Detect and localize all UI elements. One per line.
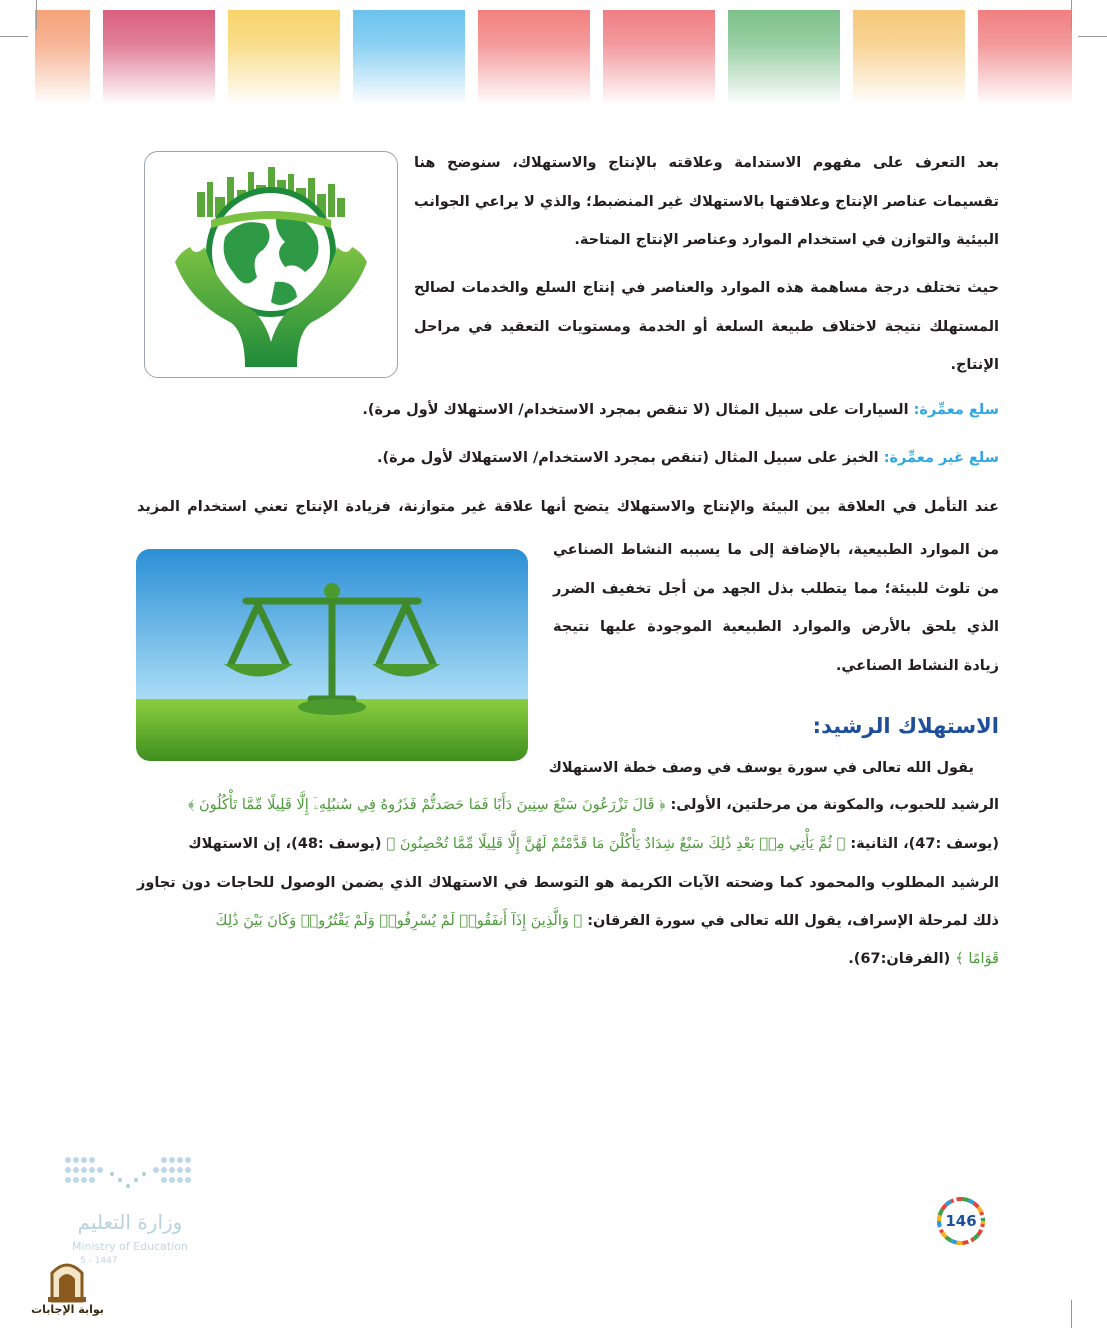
durable-goods-text: السيارات على سبيل المثال (لا تنقص بمجرد الاستخدام/ الاستهلاك لأول مرة).	[362, 402, 914, 418]
color-tab	[478, 10, 590, 105]
rational-line	[188, 836, 999, 852]
rational-text: (الفرقان:67).	[848, 951, 956, 967]
rational-line	[216, 913, 999, 929]
rational-line	[848, 951, 999, 967]
intro-paragraph: بعد التعرف على مفهوم الاستدامة وعلاقته بالإنتاج والاستهلاك، سنوضح هنا تقسيمات عناصر الإنتاج وعلاقتها بالاستهلاك غير المنضبط؛ والذي لا يراعي الجوانب البيئية والتوازن في استخدام الموارد وعناصر الإنتاج المتاحة.	[414, 155, 999, 248]
nondurable-goods-text: الخبز على سبيل المثال (تنقص بمجرد الاستخدام/ الاستهلاك لأول مرة).	[376, 450, 884, 466]
green-scale-image	[136, 549, 528, 761]
crop-mark	[1078, 36, 1107, 37]
rational-line: الرشيد المطلوب والمحمود كما وضحته الآيات الكريمة هو التوسط في الاستهلاك الذي يضمن الوصول للحاجات دون تجاوز	[137, 875, 999, 891]
ministry-dots-icon	[60, 1152, 210, 1202]
brand-name: بوابة الإجابات	[31, 1303, 104, 1316]
page-number-text: 146	[945, 1212, 977, 1230]
nondurable-goods-line	[377, 450, 999, 466]
color-tab	[35, 10, 90, 105]
rational-text: ذلك لمرحلة الإسراف، يقول الله تعالى في سورة الفرقان:	[582, 913, 999, 929]
durable-goods-line	[362, 402, 999, 418]
color-tab	[728, 10, 840, 105]
rational-text: (يوسف :48)، إن الاستهلاك	[188, 836, 387, 852]
ministry-name-en: Ministry of Education	[71, 1240, 188, 1253]
section-heading: الاستهلاك الرشيد:	[812, 714, 999, 738]
durable-goods-label: سلع معمِّرة:	[913, 402, 999, 418]
color-tab	[853, 10, 965, 105]
relation-paragraph: من الموارد الطبيعية، بالإضافة إلى ما يسببه النشاط الصناعي من تلوث للبيئة؛ مما يتطلب بذل الجهد من أجل تخفيف الضرر الذي يلحق بالأرض والموارد الطبيعية الموجودة عليها نتيجة زيادة النشاط الصناعي.	[553, 542, 999, 674]
crop-mark	[1071, 0, 1072, 30]
crop-mark	[1071, 1300, 1072, 1328]
quran-verse: ﴿ قَالَ تَزْرَعُونَ سَبْعَ سِنِينَ دَأَبًا فَمَا حَصَدتُّمْ فَذَرُوهُ فِي سُنبُلِهِۦٓ إِلَّا قَلِيلًا مِّمَّا تَأْكُلُونَ ﴾	[187, 797, 666, 813]
brand-logo	[30, 1255, 105, 1325]
ministry-name-ar: وزارة التعليم	[77, 1210, 183, 1234]
crop-mark	[0, 36, 28, 37]
color-tab	[353, 10, 465, 105]
quran-verse: قَوَامًا ﴾	[955, 951, 999, 967]
relation-first-line: عند التأمل في العلاقة بين البيئة والإنتاج والاستهلاك يتضح أنها علاقة غير متوازنة، فزيادة الإنتاج تعني استخدام المزيد	[137, 499, 999, 515]
color-tab	[978, 10, 1072, 105]
page-number	[935, 1195, 987, 1247]
quran-verse: ﴿ ثُمَّ يَأْتِي مِنۢ بَعْدِ ذَٰلِكَ سَبْعٌ شِدَادٌ يَأْكُلْنَ مَا قَدَّمْتُمْ لَهُنَّ إِلَّا قَلِيلًا مِّمَّا تُحْصِنُونَ ﴾	[386, 836, 846, 852]
rational-line	[188, 797, 999, 813]
rational-text: الرشيد للحبوب، والمكونة من مرحلتين، الأولى:	[665, 797, 999, 813]
top-color-tabs	[35, 10, 1072, 105]
intro-paragraph: حيث تختلف درجة مساهمة هذه الموارد والعناصر في إنتاج السلع والخدمات لصالح المستهلك نتيجة لاختلاف طبيعة السلعة أو الخدمة ومستويات التعقيد في مراحل الإنتاج.	[414, 280, 999, 373]
rational-line: يقول الله تعالى في سورة يوسف في وصف خطة الاستهلاك	[548, 760, 974, 776]
nondurable-goods-label: سلع غير معمِّرة:	[883, 450, 999, 466]
color-tab	[228, 10, 340, 105]
rational-text: (يوسف :47)، الثانية:	[845, 836, 999, 852]
brand-emblem-icon	[30, 1255, 105, 1303]
quran-verse: ﴿ وَالَّذِينَ إِذَآ أَنفَقُوا۟ لَمْ يُسْرِفُوا۟ وَلَمْ يَقْتُرُوا۟ وَكَانَ بَيْنَ ذَٰلِكَ	[215, 913, 583, 929]
earth-hands-image	[144, 151, 398, 378]
crop-mark	[36, 0, 37, 30]
color-tab	[103, 10, 215, 105]
ministry-year: 5 - 1447	[80, 1256, 118, 1266]
color-tab	[603, 10, 715, 105]
